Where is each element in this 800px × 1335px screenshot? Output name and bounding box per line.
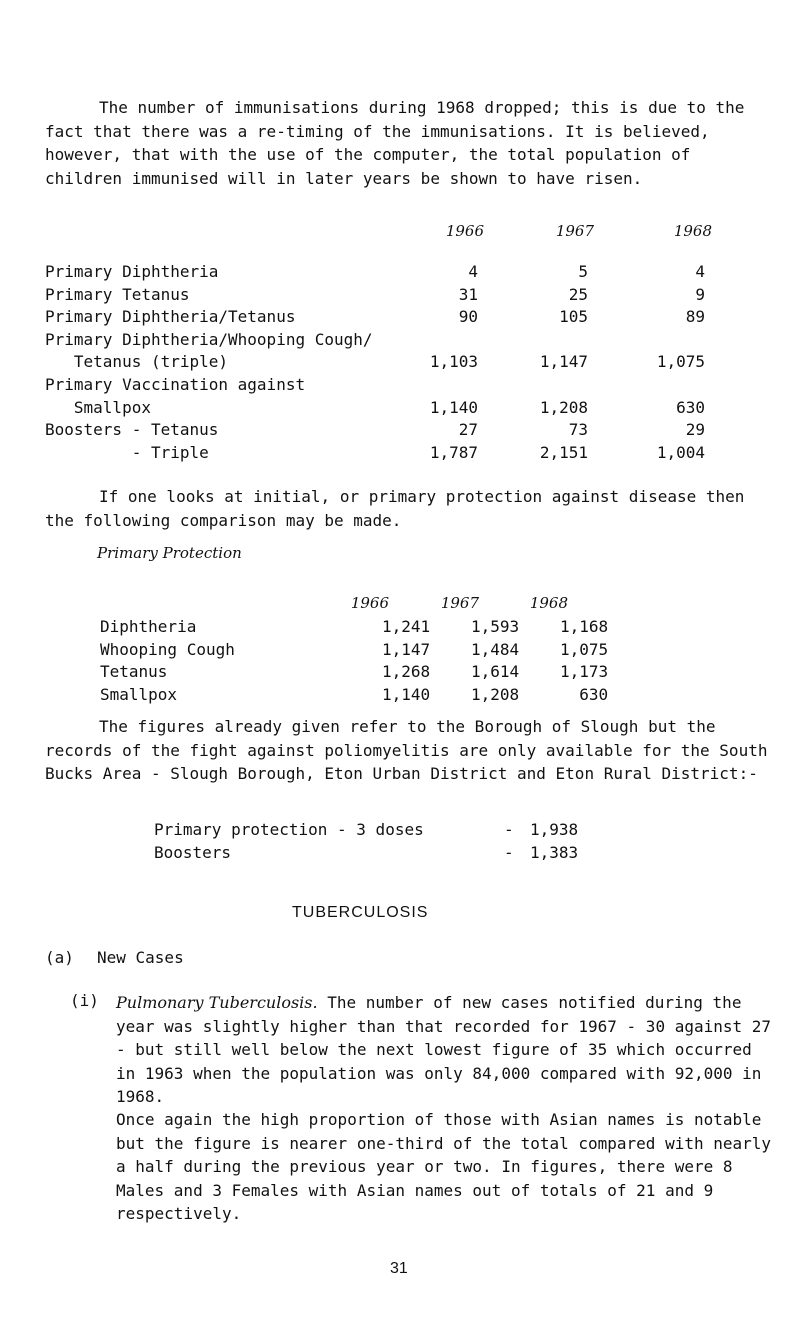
item-i-paragraph bbox=[116, 991, 781, 1109]
row-label: Primary Diphtheria bbox=[45, 262, 219, 281]
immunisation-row bbox=[45, 262, 705, 285]
polio-dash: - bbox=[504, 842, 514, 862]
value-1966: 1,140 bbox=[382, 684, 431, 704]
section-a-title: New Cases bbox=[97, 948, 184, 967]
value-1968: 89 bbox=[685, 307, 705, 327]
value-1967: 2,151 bbox=[539, 442, 588, 462]
value-1967: 1,484 bbox=[471, 639, 520, 659]
table1-year-1967: 1967 bbox=[555, 222, 594, 240]
immunisation-row bbox=[45, 307, 705, 330]
value-1968: 1,075 bbox=[656, 352, 705, 372]
protection-row bbox=[100, 640, 608, 663]
polio-row bbox=[154, 820, 578, 843]
value-1967: 1,208 bbox=[539, 397, 588, 417]
tuberculosis-heading: TUBERCULOSIS bbox=[292, 904, 429, 921]
value-1966: 1,241 bbox=[382, 617, 431, 636]
immunisation-row bbox=[45, 375, 705, 398]
value-1966 bbox=[390, 375, 478, 398]
table2-year-1966: 1966 bbox=[350, 594, 389, 612]
row-label: Boosters - Tetanus bbox=[45, 420, 219, 440]
row-label: - Triple bbox=[45, 442, 209, 462]
value-1966: 4 bbox=[468, 262, 478, 281]
value-1966: 1,268 bbox=[382, 662, 431, 682]
value-1966: 1,140 bbox=[429, 397, 478, 417]
value-1967: 105 bbox=[559, 307, 588, 327]
primary-protection-title: Primary Protection bbox=[97, 544, 242, 562]
value-1967: 25 bbox=[568, 284, 588, 304]
value-1967: 1,593 bbox=[471, 617, 520, 636]
row-label: Primary Tetanus bbox=[45, 284, 190, 304]
value-1968: 4 bbox=[695, 262, 705, 281]
polio-row bbox=[154, 843, 578, 866]
value-1967: 1,147 bbox=[539, 352, 588, 372]
immunisation-row bbox=[45, 420, 705, 443]
value-1968: 630 bbox=[579, 684, 609, 704]
value-1967: 73 bbox=[568, 420, 588, 440]
row-label: Smallpox bbox=[45, 397, 151, 417]
row-label: Primary Vaccination against bbox=[45, 374, 306, 394]
value-1968: 630 bbox=[676, 397, 705, 417]
polio-paragraph: The figures already given refer to the Borough of Slough but the records of the fight against poliomyelitis are only available for the South Bucks Area - Slough Borough, Eton Urban District and Eton Rural District:- bbox=[45, 717, 778, 783]
value-1966: 1,103 bbox=[429, 352, 478, 372]
value-1968: 1,004 bbox=[656, 442, 705, 462]
page-number: 31 bbox=[390, 1260, 408, 1277]
immunisation-row bbox=[45, 398, 705, 421]
polio-label: Boosters bbox=[154, 842, 232, 862]
primary-protection-table bbox=[100, 617, 608, 707]
value-1968: 1,173 bbox=[560, 662, 609, 682]
primary-protection-intro: If one looks at initial, or primary protection against disease then the following comparison may be made. bbox=[45, 487, 755, 530]
value-1968 bbox=[588, 375, 705, 398]
protection-row bbox=[100, 617, 608, 640]
value-1966: 90 bbox=[458, 307, 478, 327]
table2-year-1968: 1968 bbox=[529, 594, 568, 612]
table2-year-1967: 1967 bbox=[440, 594, 479, 612]
row-label: Whooping Cough bbox=[100, 639, 235, 659]
value-1967: 1,208 bbox=[471, 684, 520, 704]
polio-value: 1,383 bbox=[530, 842, 579, 862]
item-i-title: Pulmonary Tuberculosis. bbox=[116, 993, 318, 1012]
value-1968 bbox=[588, 330, 705, 353]
item-i-marker: (i) bbox=[70, 991, 99, 1010]
value-1967 bbox=[478, 330, 588, 353]
value-1968: 1,075 bbox=[560, 639, 609, 659]
immunisation-row bbox=[45, 443, 705, 466]
row-label: Primary Diphtheria/Tetanus bbox=[45, 307, 296, 327]
immunisation-row bbox=[45, 330, 705, 353]
polio-value: 1,938 bbox=[530, 820, 579, 839]
value-1966: 1,787 bbox=[429, 442, 478, 462]
value-1966: 27 bbox=[458, 420, 478, 440]
value-1968: 9 bbox=[695, 284, 705, 304]
immunisations-table bbox=[45, 262, 705, 465]
polio-dash: - bbox=[504, 820, 514, 839]
immunisation-row bbox=[45, 285, 705, 308]
row-label: Tetanus bbox=[100, 662, 168, 682]
value-1966: 1,147 bbox=[382, 639, 431, 659]
row-label: Diphtheria bbox=[100, 617, 197, 636]
table1-year-1968: 1968 bbox=[673, 222, 712, 240]
polio-table bbox=[154, 820, 578, 865]
section-a-marker: (a) bbox=[45, 948, 74, 967]
row-label: Smallpox bbox=[100, 684, 178, 704]
polio-label: Primary protection - 3 doses bbox=[154, 820, 424, 839]
immunisation-row bbox=[45, 352, 705, 375]
item-i-text: The number of new cases notified during the year was slightly higher than that recorded for 1967 - 30 against 27 - but still well below the next lowest figure of 35 which occurred in 1963 when the population was only 84,000 compared with 92,000 in 1968. bbox=[116, 993, 781, 1106]
value-1966 bbox=[390, 330, 478, 353]
value-1967 bbox=[478, 375, 588, 398]
value-1968: 29 bbox=[685, 420, 705, 440]
table1-year-1966: 1966 bbox=[445, 222, 484, 240]
value-1967: 5 bbox=[578, 262, 588, 281]
value-1968: 1,168 bbox=[560, 617, 609, 636]
protection-row bbox=[100, 662, 608, 685]
intro-paragraph: The number of immunisations during 1968 dropped; this is due to the fact that there was a re-timing of the immunisations. It is believed, however, that with the use of the computer, the total population of children immunised will in later years be shown to have risen. bbox=[45, 98, 755, 188]
value-1967: 1,614 bbox=[471, 662, 520, 682]
asian-names-paragraph: Once again the high proportion of those with Asian names is notable but the figure is nearer one-third of the total compared with nearly a half during the previous year or two. In figures, there were 8 Males and 3 Females with Asian names out of totals of 21 and 9 respectively. bbox=[116, 1110, 781, 1223]
value-1966: 31 bbox=[458, 284, 478, 304]
protection-row bbox=[100, 685, 608, 708]
row-label: Primary Diphtheria/Whooping Cough/ bbox=[45, 329, 373, 349]
row-label: Tetanus (triple) bbox=[45, 352, 229, 372]
